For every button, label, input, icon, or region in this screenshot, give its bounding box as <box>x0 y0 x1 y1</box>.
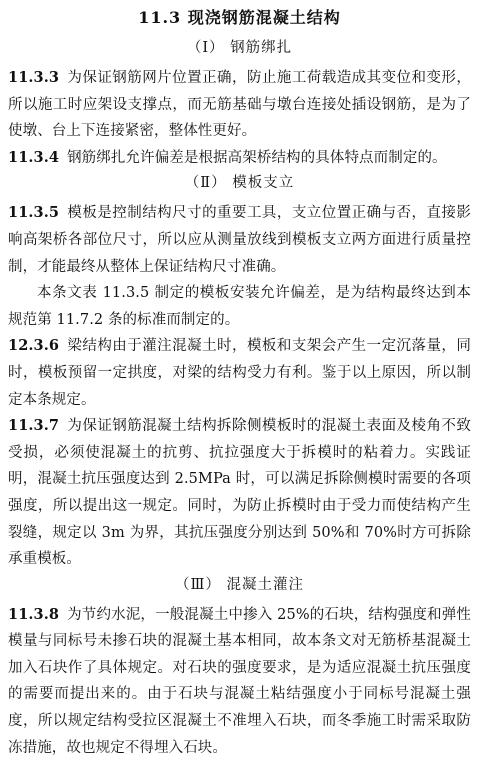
clause-text: 模板是控制结构尺寸的重要工具，支立位置正确与否，直接影响高架桥各部位尺寸，所以应从测量放线到模板支立两方面进行质量控制，才能最终从整体上保证结构尺寸准确。 <box>8 205 471 275</box>
clause-11-3-5 <box>8 200 471 280</box>
clause-11-3-4 <box>8 145 471 172</box>
clause-text: 为保证钢筋混凝土结构拆除侧模板时的混凝土表面及棱角不致受损，必须使混凝土的抗剪、抗拉强度大于拆模时的粘着力。实践证明，混凝土抗压强度达到 2.5MPa 时，可以满足拆除侧模时需要的各项强度，所以提出这一规定。同时，为防止拆模时由于受力而使结构产生裂缝，规定以 3m 为界，其抗压强度分别达到 50%和 70%时方可拆除承重模板。 <box>8 418 471 568</box>
clause-number: 11.3.3 <box>8 69 60 86</box>
clause-text: 为节约水泥，一般混凝土中掺入 25%的石块，结构强度和弹性模量与同标号未掺石块的混凝土基本相同，故本条文对无筋桥基混凝土加入石块作了具体规定。对石块的强度要求，是为适应混凝土抗压强度的需要而提出来的。由于石块与混凝土粘结强度小于同标号混凝土强度，所以规定结构受拉区混凝土不准埋入石块，而冬季施工时需采取防冻措施，故也规定不得埋入石块。 <box>8 606 471 756</box>
clause-11-3-5-note <box>8 280 471 333</box>
clause-text: 梁结构由于灌注混凝土时，模板和支架会产生一定沉落量，同时，模板预留一定拱度，对梁的结构受力有利。鉴于以上原因，所以制定本条规定。 <box>8 338 471 408</box>
clause-11-3-3 <box>8 65 471 145</box>
section-heading-formwork: （Ⅱ） 模板支立 <box>184 175 295 192</box>
clause-number: 11.3.5 <box>8 204 60 222</box>
clause-number: 11.3.8 <box>8 605 60 623</box>
clause-11-3-7 <box>8 413 471 573</box>
clause-text: 钢筋绑扎允许偏差是根据高架桥结构的具体特点而制定的。 <box>67 149 447 166</box>
clause-text: 为保证钢筋网片位置正确，防止施工荷载造成其变位和变形，所以施工时应架设支撑点，而无筋基础与墩台连接处插设钢筋，是为了使墩、台上下连接紧密，整体性更好。 <box>8 70 471 140</box>
clause-11-3-8 <box>8 602 471 761</box>
clause-12-3-6 <box>8 333 471 413</box>
clause-number: 11.3.4 <box>8 148 60 166</box>
clause-text: 本条文表 11.3.5 制定的模板安装允许偏差，是为结构最终达到本规范第 11.7.2 条的标准而制定的。 <box>8 285 471 328</box>
clause-number: 11.3.7 <box>8 417 60 435</box>
section-heading-concrete-pouring: （Ⅲ） 混凝土灌注 <box>174 576 305 593</box>
page-title: 11.3 现浇钢筋混凝土结构 <box>138 8 341 27</box>
clause-number: 12.3.6 <box>8 337 60 355</box>
section-heading-rebar: （Ⅰ） 钢筋绑扎 <box>186 40 293 56</box>
